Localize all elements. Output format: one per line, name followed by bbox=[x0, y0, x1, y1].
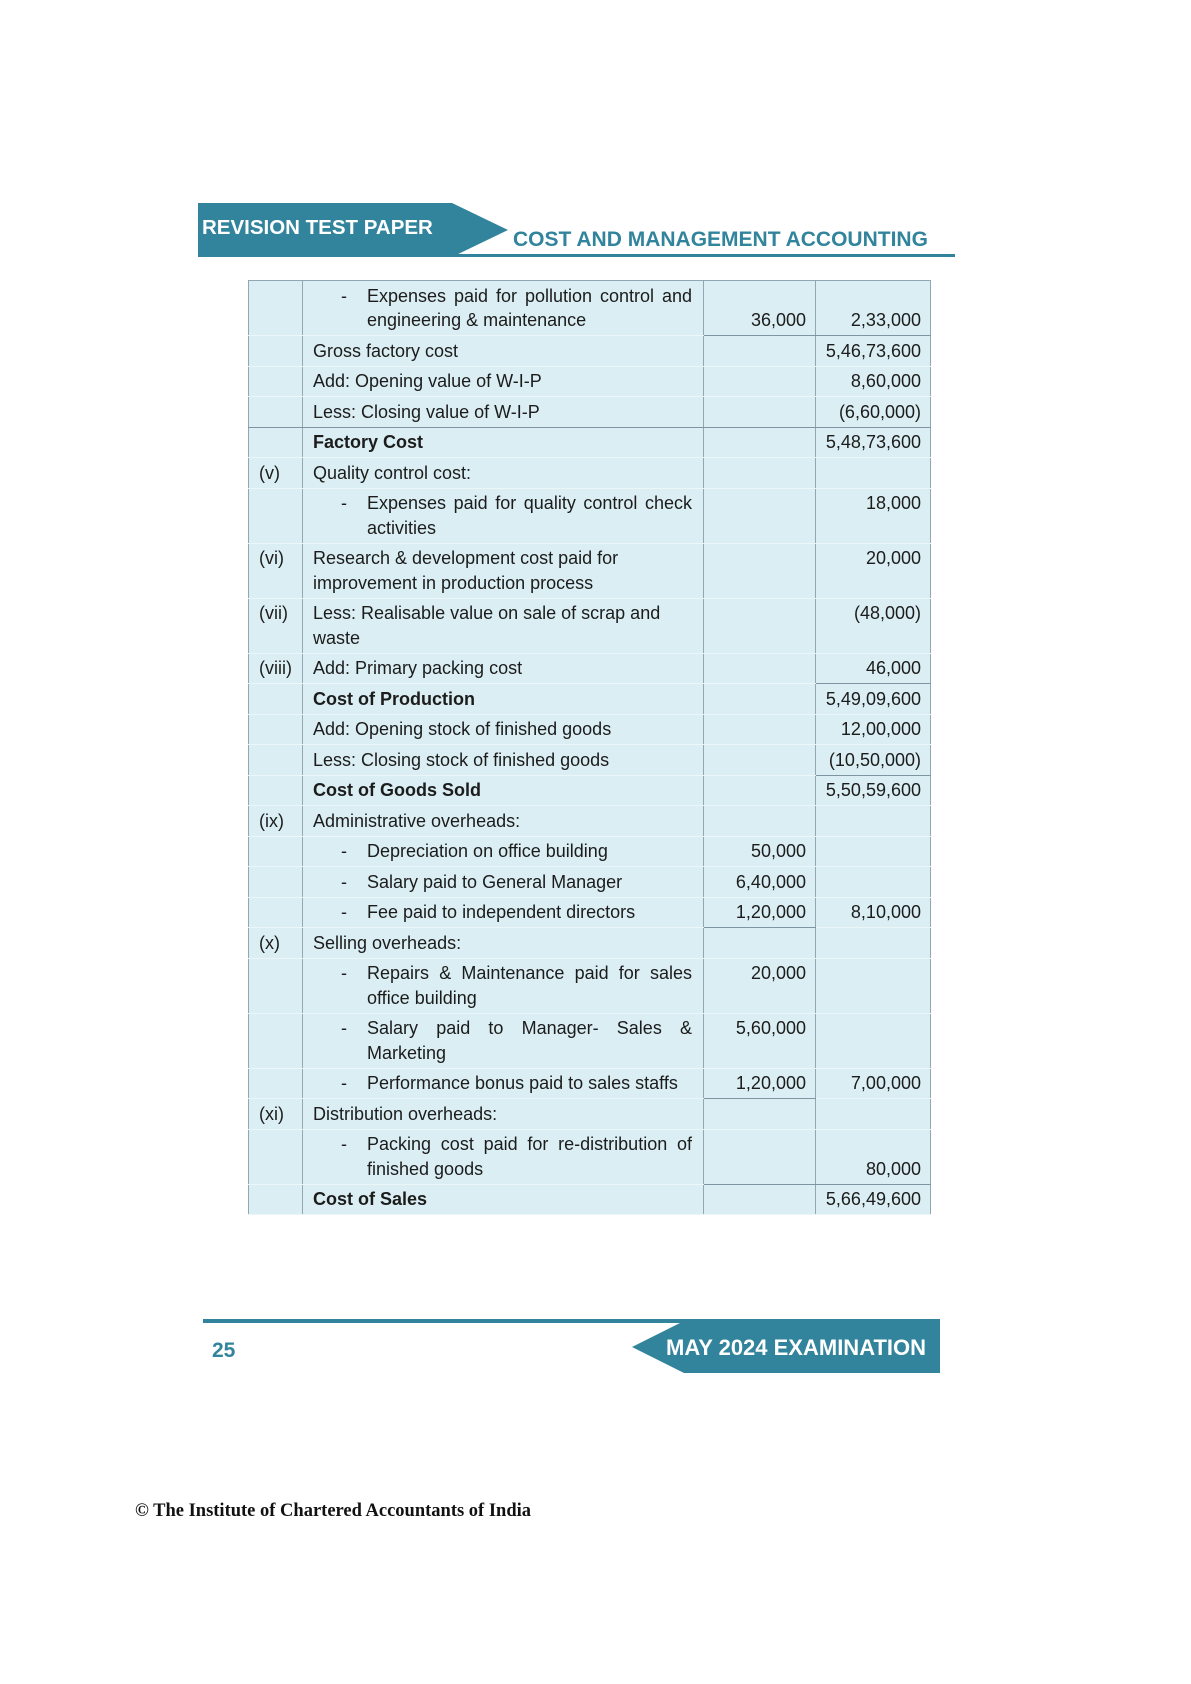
bullet-dash: - bbox=[341, 902, 347, 922]
empty-cell bbox=[249, 745, 303, 776]
line-item-text: Expenses paid for quality control check activities bbox=[367, 493, 692, 538]
total-cell: 20,000 bbox=[816, 543, 931, 598]
empty-cell bbox=[704, 336, 816, 367]
empty-cell bbox=[704, 458, 816, 489]
table-row bbox=[249, 598, 931, 653]
row-label: (x) bbox=[249, 928, 303, 959]
subtotal-label: Cost of Sales bbox=[303, 1184, 704, 1215]
table-row bbox=[249, 836, 931, 867]
line-item-text: Expenses paid for pollution control and engineering & maintenance bbox=[367, 285, 692, 330]
table-row bbox=[249, 488, 931, 543]
sub-item bbox=[341, 900, 692, 925]
table-row bbox=[249, 458, 931, 489]
line-item-text: Selling overheads: bbox=[303, 928, 704, 959]
line-item-text: Distribution overheads: bbox=[303, 1099, 704, 1130]
total-cell: 80,000 bbox=[816, 1129, 931, 1184]
amount-cell: 20,000 bbox=[704, 958, 816, 1013]
description-cell bbox=[303, 488, 704, 543]
empty-cell bbox=[704, 714, 816, 745]
table-row bbox=[249, 897, 931, 928]
empty-cell bbox=[249, 958, 303, 1013]
row-label: (vii) bbox=[249, 598, 303, 653]
exam-label: MAY 2024 EXAMINATION bbox=[666, 1335, 927, 1360]
page-number: 25 bbox=[212, 1339, 236, 1362]
copyright-notice: © The Institute of Chartered Accountants of India bbox=[135, 1501, 532, 1521]
row-label: (ix) bbox=[249, 806, 303, 837]
line-item-text: Repairs & Maintenance paid for sales office building bbox=[367, 963, 692, 1008]
empty-cell bbox=[249, 714, 303, 745]
sub-item bbox=[341, 1016, 692, 1065]
empty-cell bbox=[704, 745, 816, 776]
empty-cell bbox=[816, 458, 931, 489]
row-label: (xi) bbox=[249, 1099, 303, 1130]
empty-cell bbox=[704, 775, 816, 806]
row-label: (vi) bbox=[249, 543, 303, 598]
empty-cell bbox=[816, 958, 931, 1013]
empty-cell bbox=[249, 775, 303, 806]
cost-sheet-table bbox=[248, 280, 931, 1215]
empty-cell bbox=[704, 598, 816, 653]
line-item-text: Quality control cost: bbox=[303, 458, 704, 489]
empty-cell bbox=[816, 1013, 931, 1068]
line-item-text: Depreciation on office building bbox=[367, 841, 608, 861]
line-item-text: Add: Opening value of W-I-P bbox=[303, 366, 704, 397]
total-cell: 8,60,000 bbox=[816, 366, 931, 397]
banner-label: REVISION TEST PAPER bbox=[202, 216, 433, 239]
empty-cell bbox=[816, 806, 931, 837]
line-item-text: Performance bonus paid to sales staffs bbox=[367, 1073, 678, 1093]
table-row bbox=[249, 958, 931, 1013]
empty-cell bbox=[249, 488, 303, 543]
bullet-dash: - bbox=[341, 841, 347, 861]
table-row bbox=[249, 806, 931, 837]
empty-cell bbox=[704, 366, 816, 397]
empty-cell bbox=[249, 397, 303, 428]
bullet-dash: - bbox=[341, 1018, 347, 1038]
table-row bbox=[249, 427, 931, 458]
empty-cell bbox=[249, 867, 303, 898]
subtotal-label: Factory Cost bbox=[303, 427, 704, 458]
line-item-text: Salary paid to General Manager bbox=[367, 871, 623, 892]
empty-cell bbox=[249, 684, 303, 715]
empty-cell bbox=[249, 1068, 303, 1099]
sub-item bbox=[341, 839, 692, 864]
total-cell: 5,50,59,600 bbox=[816, 775, 931, 806]
empty-cell bbox=[249, 1013, 303, 1068]
empty-cell bbox=[704, 488, 816, 543]
header-rule bbox=[198, 254, 955, 257]
line-item-text: Add: Opening stock of finished goods bbox=[303, 714, 704, 745]
sub-item bbox=[341, 961, 692, 1010]
line-item-text: Less: Realisable value on sale of scrap and waste bbox=[303, 598, 704, 653]
sub-item bbox=[341, 491, 692, 540]
row-label: (viii) bbox=[249, 653, 303, 684]
bullet-dash: - bbox=[341, 1073, 347, 1093]
bullet-dash: - bbox=[341, 871, 347, 892]
line-item-text: Gross factory cost bbox=[303, 336, 704, 367]
amount-cell: 50,000 bbox=[704, 836, 816, 867]
table-row bbox=[249, 543, 931, 598]
subject-title: COST AND MANAGEMENT ACCOUNTING bbox=[513, 228, 928, 251]
line-item-text: Research & development cost paid for improvement in production process bbox=[303, 543, 704, 598]
empty-cell bbox=[249, 1184, 303, 1215]
bullet-dash: - bbox=[341, 285, 347, 306]
empty-cell bbox=[816, 836, 931, 867]
line-item-text: Add: Primary packing cost bbox=[303, 653, 704, 684]
total-cell: 5,46,73,600 bbox=[816, 336, 931, 367]
sub-item bbox=[341, 870, 692, 895]
table-row bbox=[249, 653, 931, 684]
empty-cell bbox=[704, 397, 816, 428]
total-cell: 46,000 bbox=[816, 653, 931, 684]
amount-cell: 36,000 bbox=[704, 281, 816, 336]
total-cell: (10,50,000) bbox=[816, 745, 931, 776]
table-row bbox=[249, 714, 931, 745]
amount-cell: 1,20,000 bbox=[704, 897, 816, 928]
table-row bbox=[249, 684, 931, 715]
bullet-dash: - bbox=[341, 493, 347, 513]
empty-cell bbox=[704, 928, 816, 959]
subtotal-label: Cost of Production bbox=[303, 684, 704, 715]
empty-cell bbox=[704, 806, 816, 837]
line-item-text: Administrative overheads: bbox=[303, 806, 704, 837]
table-row bbox=[249, 745, 931, 776]
line-item-text: Packing cost paid for re-distribution of finished goods bbox=[367, 1134, 692, 1179]
sub-item bbox=[341, 1071, 692, 1096]
amount-cell: 1,20,000 bbox=[704, 1068, 816, 1099]
description-cell bbox=[303, 1129, 704, 1184]
line-item-text: Fee paid to independent directors bbox=[367, 902, 636, 922]
row-label: (v) bbox=[249, 458, 303, 489]
total-cell: (6,60,000) bbox=[816, 397, 931, 428]
subtotal-label: Cost of Goods Sold bbox=[303, 775, 704, 806]
description-cell bbox=[303, 897, 704, 928]
empty-cell bbox=[816, 1099, 931, 1130]
description-cell bbox=[303, 958, 704, 1013]
total-cell: 12,00,000 bbox=[816, 714, 931, 745]
table-row bbox=[249, 366, 931, 397]
total-cell: 7,00,000 bbox=[816, 1068, 931, 1099]
table-row bbox=[249, 775, 931, 806]
table-row bbox=[249, 1068, 931, 1099]
description-cell bbox=[303, 836, 704, 867]
sub-item bbox=[341, 1132, 692, 1181]
sub-item bbox=[341, 284, 692, 333]
total-cell: 2,33,000 bbox=[816, 281, 931, 336]
empty-cell bbox=[704, 1129, 816, 1184]
empty-cell bbox=[249, 897, 303, 928]
empty-cell bbox=[249, 336, 303, 367]
total-cell: 5,66,49,600 bbox=[816, 1184, 931, 1215]
description-cell bbox=[303, 1013, 704, 1068]
empty-cell bbox=[704, 684, 816, 715]
bullet-dash: - bbox=[341, 1134, 347, 1154]
total-cell: 5,48,73,600 bbox=[816, 427, 931, 458]
description-cell bbox=[303, 867, 704, 898]
empty-cell bbox=[704, 1099, 816, 1130]
table-row bbox=[249, 397, 931, 428]
total-cell: 8,10,000 bbox=[816, 897, 931, 928]
table-row bbox=[249, 1099, 931, 1130]
bullet-dash: - bbox=[341, 963, 347, 983]
line-item-text: Salary paid to Manager- Sales & Marketing bbox=[367, 1018, 692, 1063]
line-item-text: Less: Closing value of W-I-P bbox=[303, 397, 704, 428]
amount-cell: 5,60,000 bbox=[704, 1013, 816, 1068]
empty-cell bbox=[704, 1184, 816, 1215]
total-cell: 18,000 bbox=[816, 488, 931, 543]
empty-cell bbox=[249, 1129, 303, 1184]
empty-cell bbox=[704, 653, 816, 684]
total-cell: 5,49,09,600 bbox=[816, 684, 931, 715]
total-cell: (48,000) bbox=[816, 598, 931, 653]
empty-cell bbox=[704, 543, 816, 598]
empty-cell bbox=[249, 427, 303, 458]
table-row bbox=[249, 281, 931, 336]
empty-cell bbox=[704, 427, 816, 458]
table-row bbox=[249, 336, 931, 367]
amount-cell: 6,40,000 bbox=[704, 867, 816, 898]
table-row bbox=[249, 1013, 931, 1068]
empty-cell bbox=[249, 366, 303, 397]
empty-cell bbox=[249, 836, 303, 867]
table-row bbox=[249, 1184, 931, 1215]
empty-cell bbox=[816, 867, 931, 898]
table-row bbox=[249, 1129, 931, 1184]
line-item-text: Less: Closing stock of finished goods bbox=[303, 745, 704, 776]
description-cell bbox=[303, 281, 704, 336]
table-row bbox=[249, 928, 931, 959]
table-row bbox=[249, 867, 931, 898]
empty-cell bbox=[249, 281, 303, 336]
empty-cell bbox=[816, 928, 931, 959]
description-cell bbox=[303, 1068, 704, 1099]
